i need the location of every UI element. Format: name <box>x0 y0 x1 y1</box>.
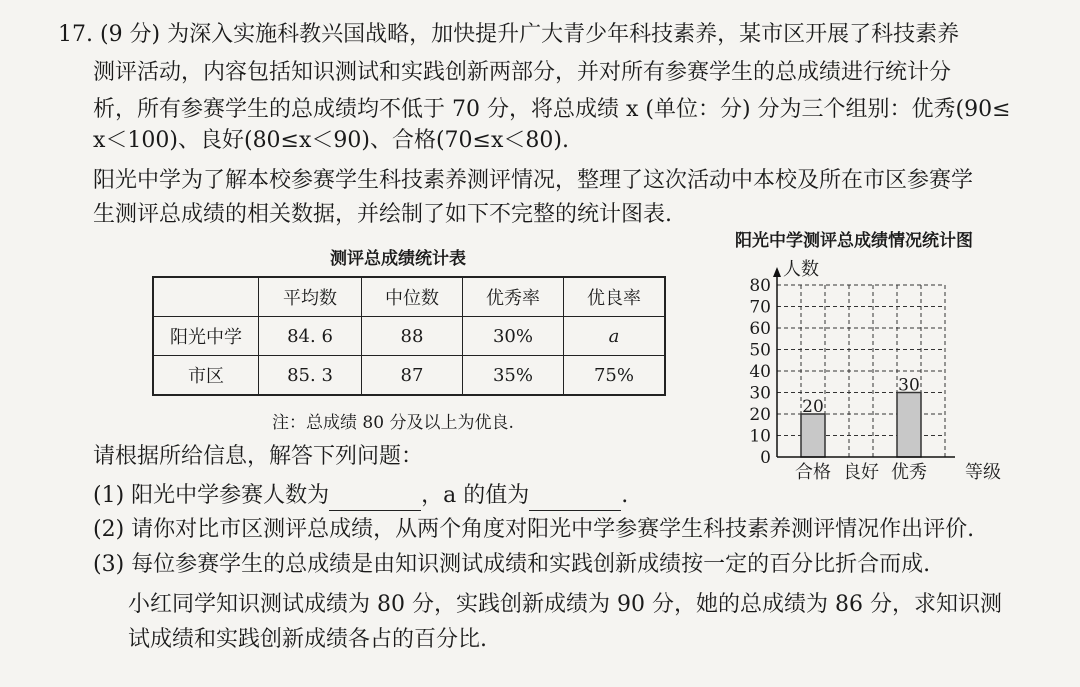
x-category-label: 优秀 <box>891 462 927 483</box>
table-cell: 84. 6 <box>259 317 362 356</box>
y-axis-arrow <box>773 267 781 277</box>
questions-intro: 请根据所给信息，解答下列问题： <box>93 444 424 469</box>
table-cell: 88 <box>362 317 463 356</box>
stats-table <box>152 276 666 396</box>
answer-blank-1[interactable] <box>329 480 421 511</box>
question-1-part-a: (1) 阳光中学参赛人数为 <box>93 483 330 508</box>
chart-x-categories <box>795 462 927 483</box>
table-header-cell: 优良率 <box>564 277 666 317</box>
bar-1 <box>801 414 825 457</box>
chart-bars <box>801 376 921 458</box>
bar-data-label: 30 <box>898 375 920 396</box>
bar-chart <box>735 231 1035 490</box>
problem-line-4: x＜100)、良好(80≤x＜90)、合格(70≤x＜80). <box>93 128 569 153</box>
problem-line-1: 17. (9 分) 为深入实施科教兴国战略，加快提升广大青少年科技素养，某市区开展了科技素养 <box>58 22 960 47</box>
question-2: (2) 请你对比市区测评总成绩，从两个角度对阳光中学参赛学生科技素养测评情况作出评价. <box>93 517 975 542</box>
y-tick-label: 0 <box>760 448 771 468</box>
question-3-line-2: 小红同学知识测试成绩为 80 分，实践创新成绩为 90 分，她的总成绩为 86 分，求知识测 <box>128 592 1002 617</box>
y-tick-label: 20 <box>749 405 771 425</box>
y-tick-label: 80 <box>749 276 771 296</box>
question-1-part-b: ，a 的值为 <box>421 483 530 508</box>
y-tick-label: 70 <box>749 297 771 318</box>
x-category-label: 合格 <box>795 462 831 483</box>
chart-x-axis-label: 等级 <box>965 462 1001 483</box>
table-cell: 30% <box>463 317 564 356</box>
question-3-line-1: (3) 每位参赛学生的总成绩是由知识测试成绩和实践创新成绩按一定的百分比折合而成. <box>93 552 931 577</box>
y-tick-label: 60 <box>749 319 771 339</box>
chart-title: 阳光中学测评总成绩情况统计图 <box>735 231 973 251</box>
y-tick-label: 30 <box>749 383 771 404</box>
table-cell: a <box>564 317 666 356</box>
question-1 <box>93 480 628 511</box>
table-caption: 测评总成绩统计表 <box>330 249 466 269</box>
x-category-label: 良好 <box>843 462 879 483</box>
problem-line-6: 生测评总成绩的相关数据，并绘制了如下不完整的统计图表. <box>93 202 672 227</box>
table-cell: 35% <box>463 356 564 396</box>
table-header-cell: 优秀率 <box>463 277 564 317</box>
chart-y-ticks <box>749 276 771 468</box>
table-header-cell: 中位数 <box>362 277 463 317</box>
table-cell: 市区 <box>153 356 259 396</box>
answer-blank-2[interactable] <box>529 480 621 511</box>
table-note: 注：总成绩 80 分及以上为优良. <box>272 413 514 433</box>
problem-line-2: 测评活动，内容包括知识测试和实践创新两部分，并对所有参赛学生的总成绩进行统计分 <box>93 60 952 85</box>
chart-y-axis-label: 人数 <box>783 259 819 280</box>
table-row <box>153 317 665 356</box>
question-3-line-3: 试成绩和实践创新成绩各占的百分比. <box>128 627 487 652</box>
table-header-cell <box>153 277 259 317</box>
table-row <box>153 356 665 396</box>
bar-data-label: 20 <box>802 397 824 417</box>
y-tick-label: 10 <box>749 426 771 447</box>
table-cell: 87 <box>362 356 463 396</box>
table-cell: 75% <box>564 356 666 396</box>
y-tick-label: 50 <box>749 340 771 361</box>
y-tick-label: 40 <box>749 362 771 382</box>
table-header-cell: 平均数 <box>259 277 362 317</box>
table-cell: 阳光中学 <box>153 317 259 356</box>
bar-3 <box>897 393 921 458</box>
question-1-part-c: . <box>621 483 629 508</box>
problem-line-3: 析，所有参赛学生的总成绩均不低于 70 分，将总成绩 x (单位：分) 分为三个组别：优秀(90≤ <box>93 97 1011 122</box>
table-header-row <box>153 277 665 317</box>
problem-line-5: 阳光中学为了解本校参赛学生科技素养测评情况，整理了这次活动中本校及所在市区参赛学 <box>93 168 974 193</box>
table-cell: 85. 3 <box>259 356 362 396</box>
